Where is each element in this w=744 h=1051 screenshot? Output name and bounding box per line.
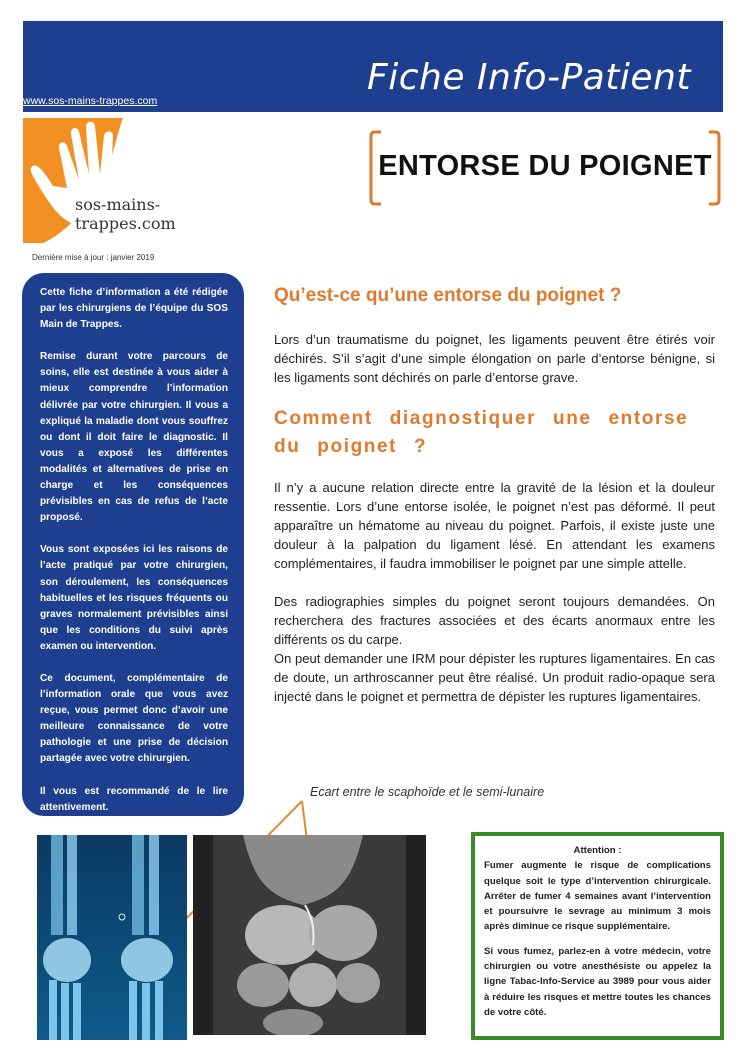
ct-scan-image [193,835,426,1035]
section-heading: Comment diagnostiquer une entorse du poignet ? [274,408,689,457]
image-caption: Ecart entre le scaphoïde et le semi-lunaire [310,785,545,799]
xray-wrist-icon [37,835,187,1040]
section-text: Il n’y a aucune relation directe entre la gravité de la lésion et la douleur ressentie. Lors d’une entorse isolée, le poignet n’est pas déformé. Il peut apparaître un hématome au niveau du poignet. Parfois, il existe juste une douleur à la palpation du ligament lésé. En attendant les examens complémentaires, il faudra immobiliser le poignet par une simple attelle. [274,480,715,571]
main-content [274,282,715,706]
page-title: Fiche Info-Patient [367,57,691,98]
xray-image [37,835,187,1040]
sidebar-paragraph: Il vous est recommandé de le lire attentivement. [40,785,228,813]
document-title-box [369,130,721,206]
ct-wrist-icon [193,835,426,1035]
last-updated: Dernière mise à jour : janvier 2019 [32,253,155,262]
sidebar-paragraph: Remise durant votre parcours de soins, elle est destinée à vous aider à mieux comprendre l’information délivrée par votre chirurgien. Il vous a expliqué la maladie dont vous souffrez ou dont il doit faire le diagnostic. Il vous a exposé les différentes modalités et alternatives de prise en charge et les conséquences prévisibles en cas de refus de l’acte proposé. [40,351,228,524]
attention-box [471,832,724,1040]
attention-title: Attention : [573,845,622,856]
sidebar-paragraph: Ce document, complémentaire de l’information orale que vous avez reçue, vous permet donc d’avoir une meilleure connaissance de votre pathologie et une prise de décision partagée avec votre chirurgien. [40,672,228,765]
info-sidebar [22,273,244,816]
section-heading: Qu’est-ce qu’une entorse du poignet ? [274,285,622,306]
section-text: On peut demander une IRM pour dépister les ruptures ligamentaires. En cas de doute, un arthroscanner peut être réalisé. Un produit radio-opaque sera injecté dans le poignet et permettra de dépister les ruptures ligamentaires. [274,651,715,704]
section-text: Des radiographies simples du poignet seront toujours demandées. On recherchera des fractures associées et des écarts anormaux entre les différents os du carpe. [274,594,715,647]
section-text: Lors d’un traumatisme du poignet, les ligaments peuvent être étirés voir déchirés. S’il s’agit d’une simple élongation on parle d’entorse bénigne, si les ligaments sont déchirés on parle d’entorse grave. [274,332,715,385]
document-title: ENTORSE DU POIGNET [378,150,712,182]
attention-text: Si vous fumez, parlez-en à votre médecin, votre chirurgien ou votre anesthésiste ou appelez la ligne Tabac-Info-Service au 3989 pour vous aider à réduire les risques et mettre toutes les chances de votre côté. [484,945,711,1018]
sidebar-paragraph: Cette fiche d’information a été rédigée par les chirurgiens de l’équipe du SOS Main de Trappes. [40,287,228,331]
website-link[interactable]: www.sos-mains-trappes.com [23,95,158,107]
sidebar-paragraph: Vous sont exposées ici les raisons de l’acte pratiqué par votre chirurgien, son déroulement, les conséquences habituelles et les risques fréquents ou graves normalement prévisibles ainsi que les conditions du suivi après examen ou intervention. [40,544,228,652]
attention-text: Fumer augmente le risque de complications quelque soit le type d’intervention chirurgicale. Arrêter de fumer 4 semaines avant l’intervention et poursuivre le sevrage au minimum 3 mois après diminue ce risque supplémentaire. [484,860,711,933]
logo [23,118,233,243]
logo-text: sos-mains-trappes.com [75,195,176,233]
